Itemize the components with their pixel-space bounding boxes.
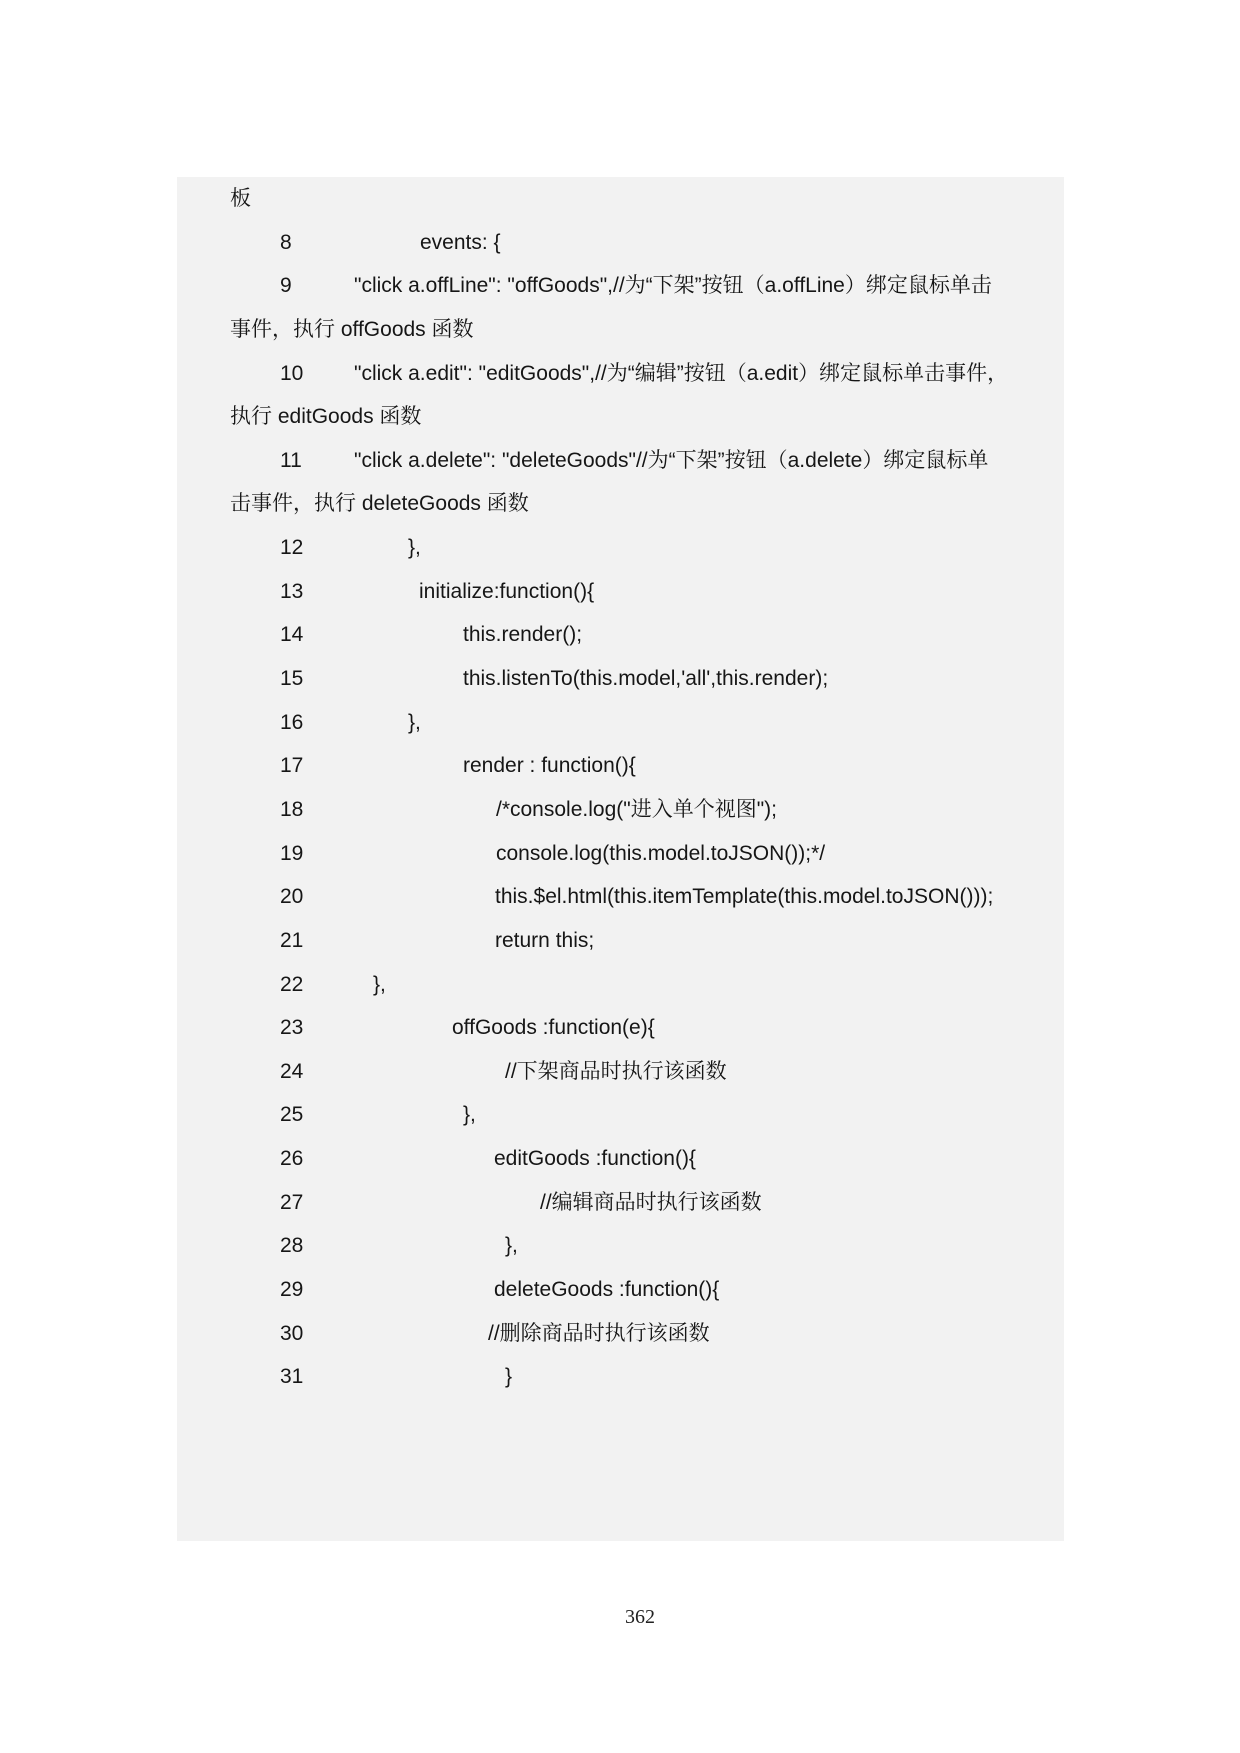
code-line — [177, 613, 1064, 657]
line-number: 29 — [280, 1278, 304, 1302]
code-text: //下架商品时执行该函数 — [505, 1059, 727, 1083]
code-line — [177, 221, 1064, 265]
line-number: 8 — [280, 230, 292, 254]
wrapped-text-line — [177, 177, 1064, 221]
code-line — [177, 788, 1064, 832]
code-line — [177, 744, 1064, 788]
code-text: return this; — [495, 928, 595, 952]
code-line — [177, 526, 1064, 570]
line-number: 22 — [280, 972, 304, 996]
code-line — [177, 1093, 1064, 1137]
code-text: this.render(); — [463, 623, 583, 647]
line-number: 31 — [280, 1365, 304, 1389]
code-line — [177, 439, 1064, 483]
code-text: this.listenTo(this.model,'all',this.render); — [463, 667, 829, 691]
wrapped-text-line — [177, 395, 1064, 439]
wrapped-text-line — [177, 308, 1064, 352]
code-text: }, — [505, 1234, 518, 1258]
code-line — [177, 1050, 1064, 1094]
code-line — [177, 919, 1064, 963]
wrapped-text-line — [177, 482, 1064, 526]
code-block — [177, 177, 1064, 1541]
code-text: }, — [408, 710, 421, 734]
code-text: deleteGoods :function(){ — [494, 1278, 720, 1302]
code-line — [177, 832, 1064, 876]
code-text: 事件，执行 offGoods 函数 — [230, 317, 474, 341]
code-line — [177, 963, 1064, 1007]
code-line — [177, 570, 1064, 614]
code-line — [177, 264, 1064, 308]
line-number: 15 — [280, 667, 304, 691]
code-line — [177, 1181, 1064, 1225]
line-number: 24 — [280, 1059, 304, 1083]
line-number: 19 — [280, 841, 304, 865]
code-text: "click a.offLine": "offGoods",//为“下架”按钮（a.offLine）绑定鼠标单击 — [354, 274, 992, 298]
line-number: 11 — [280, 448, 302, 472]
code-text: offGoods :function(e){ — [452, 1016, 655, 1040]
code-line — [177, 657, 1064, 701]
line-number: 27 — [280, 1190, 304, 1214]
code-line — [177, 352, 1064, 396]
code-text: 击事件，执行 deleteGoods 函数 — [230, 492, 529, 516]
code-text: initialize:function(){ — [419, 579, 595, 603]
code-text: "click a.delete": "deleteGoods"//为“下架”按钮（a.delete）绑定鼠标单 — [354, 448, 989, 472]
line-number: 18 — [280, 797, 304, 821]
code-text: }, — [463, 1103, 476, 1127]
code-text: //编辑商品时执行该函数 — [540, 1190, 762, 1214]
line-number: 12 — [280, 536, 304, 560]
line-number: 9 — [280, 274, 292, 298]
line-number: 28 — [280, 1234, 304, 1258]
code-text: //删除商品时执行该函数 — [488, 1321, 710, 1345]
line-number: 16 — [280, 710, 304, 734]
page-number: 362 — [625, 1606, 655, 1628]
code-text: "click a.edit": "editGoods",//为“编辑”按钮（a.edit）绑定鼠标单击事件， — [354, 361, 1009, 385]
line-number: 13 — [280, 579, 304, 603]
code-text: /*console.log("进入单个视图"); — [496, 797, 777, 821]
line-number: 17 — [280, 754, 304, 778]
line-number: 30 — [280, 1321, 304, 1345]
code-line — [177, 1224, 1064, 1268]
code-text: render : function(){ — [463, 754, 636, 778]
code-line — [177, 1355, 1064, 1399]
line-number: 20 — [280, 885, 304, 909]
code-text: editGoods :function(){ — [494, 1147, 696, 1171]
line-number: 26 — [280, 1147, 304, 1171]
code-text: this.$el.html(this.itemTemplate(this.model.toJSON())); — [495, 885, 994, 909]
code-line — [177, 1312, 1064, 1356]
code-line — [177, 1006, 1064, 1050]
code-text: } — [505, 1365, 513, 1389]
code-line — [177, 875, 1064, 919]
code-text: console.log(this.model.toJSON());*/ — [496, 841, 826, 865]
line-number: 21 — [280, 928, 304, 952]
code-line — [177, 1268, 1064, 1312]
line-number: 14 — [280, 623, 304, 647]
code-line — [177, 1137, 1064, 1181]
code-text: 板 — [230, 187, 251, 210]
code-text: 执行 editGoods 函数 — [230, 405, 422, 429]
line-number: 25 — [280, 1103, 304, 1127]
line-number: 10 — [280, 361, 304, 385]
code-line — [177, 701, 1064, 745]
code-text: }, — [408, 536, 421, 560]
code-text: events: { — [420, 230, 501, 254]
code-text: }, — [373, 972, 386, 996]
line-number: 23 — [280, 1016, 304, 1040]
